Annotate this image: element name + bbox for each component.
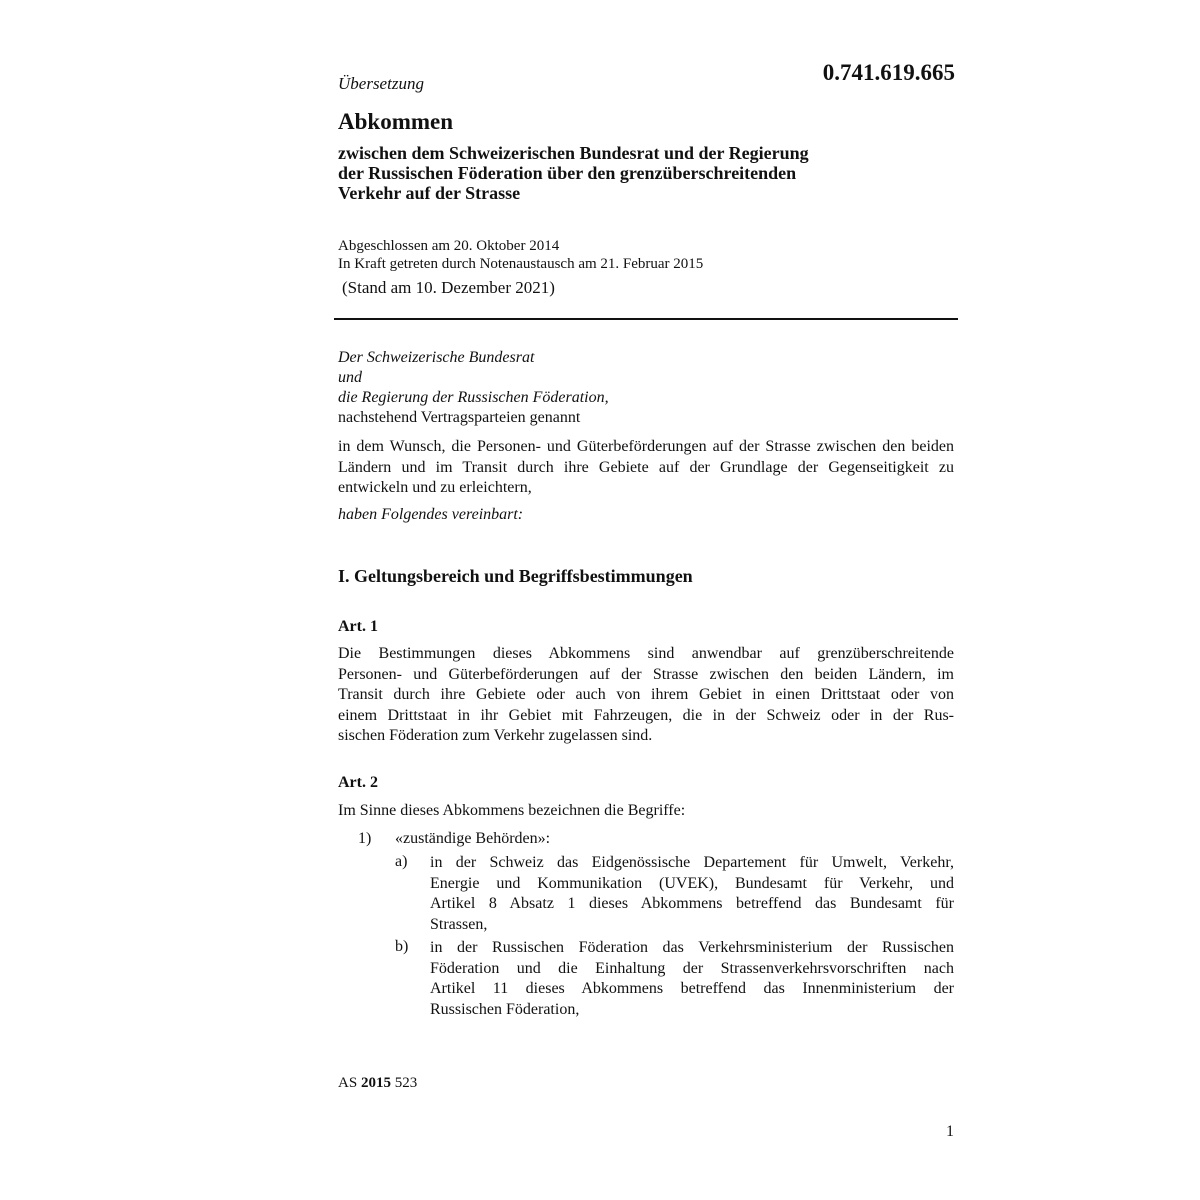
- concluded-date: Abgeschlossen am 20. Oktober 2014: [338, 238, 560, 254]
- article-1-text: [338, 644, 954, 747]
- party-conjunction: und: [338, 369, 362, 386]
- article-2-intro: Im Sinne dieses Abkommens bezeichnen die Begriffe:: [338, 802, 686, 819]
- subtitle-line: der Russischen Föderation über den grenzüberschreitenden: [338, 163, 797, 183]
- sub-item-a-text: [430, 853, 954, 935]
- header-divider: [334, 318, 958, 320]
- agreed-text: haben Folgendes vereinbart:: [338, 506, 524, 523]
- as-year: 2015: [360, 1075, 391, 1091]
- document-subtitle: [338, 143, 938, 203]
- list-item-number: 1): [358, 830, 372, 847]
- subtitle-line: Verkehr auf der Strasse: [338, 183, 521, 203]
- article-line: Die Bestimmungen dieses Abkommens sind anwendbar auf grenzüberschreitende: [338, 645, 954, 662]
- sub-item-letter: a): [395, 853, 408, 870]
- as-page: 523: [394, 1075, 418, 1091]
- sub-item-line: in der Schweiz das Eidgenössische Departement für Umwelt, Verkehr,: [430, 854, 954, 871]
- party-swiss: Der Schweizerische Bundesrat: [338, 349, 535, 366]
- status-date: (Stand am 10. Dezember 2021): [342, 278, 555, 297]
- document-meta: [338, 237, 958, 273]
- preamble-text: in dem Wunsch, die Personen- und Güterbeförderungen auf der Strasse zwischen den beiden Ländern und im Transit durch ihre Gebiete auf der Grundlage der Gegenseitigkeit zu entwickeln und zu erleichtern,: [338, 438, 954, 496]
- sr-number: 0.741.619.665: [822, 60, 955, 85]
- party-russian: die Regierung der Russischen Föderation,: [338, 389, 609, 406]
- party-designation: nachstehend Vertragsparteien genannt: [338, 409, 581, 426]
- subtitle-line: zwischen dem Schweizerischen Bundesrat und der Regierung: [338, 143, 809, 163]
- page-number: 1: [946, 1123, 954, 1140]
- sub-item-letter: b): [395, 938, 409, 955]
- sub-item-line: Energie und Kommunikation (UVEK), Bundesamt für Verkehr, und: [430, 874, 954, 892]
- parties-block: [338, 348, 958, 428]
- sub-item-b-text: [430, 938, 954, 1020]
- translation-label: Übersetzung: [338, 74, 424, 93]
- article-2-title: Art. 2: [338, 774, 378, 791]
- article-line: Transit durch ihre Gebiete oder auch von ihrem Gebiet in einen Drittstaat oder von: [338, 686, 954, 703]
- list-item-label: «zuständige Behörden»:: [395, 830, 551, 847]
- in-force-date: In Kraft getreten durch Notenaustausch am 21. Februar 2015: [338, 256, 704, 272]
- sub-item-line: Artikel 11 dieses Abkommens betreffend das Innenministerium der: [430, 980, 954, 997]
- as-prefix: AS: [338, 1075, 358, 1091]
- section-title: I. Geltungsbereich und Begriffsbestimmungen: [338, 566, 693, 586]
- sub-item-line: in der Russischen Föderation das Verkehrsministerium der Russischen: [430, 939, 954, 956]
- official-collection-reference: [338, 1075, 417, 1092]
- article-1-title: Art. 1: [338, 618, 378, 635]
- article-line: sischen Föderation zum Verkehr zugelassen sind.: [338, 727, 653, 744]
- sub-item-line: Artikel 8 Absatz 1 dieses Abkommens betreffend das Bundesamt für: [430, 895, 954, 912]
- article-line: Personen- und Güterbeförderungen auf der Strasse zwischen den beiden Ländern, im: [338, 665, 954, 683]
- sub-item-line: Strassen,: [430, 915, 488, 933]
- article-line: einem Drittstaat in ihr Gebiet mit Fahrzeugen, die in der Schweiz oder in der Rus-: [338, 706, 954, 724]
- document-title: Abkommen: [338, 109, 454, 134]
- sub-item-line: Föderation und die Einhaltung der Strassenverkehrsvorschriften nach: [430, 959, 954, 977]
- sub-item-line: Russischen Föderation,: [430, 1000, 580, 1018]
